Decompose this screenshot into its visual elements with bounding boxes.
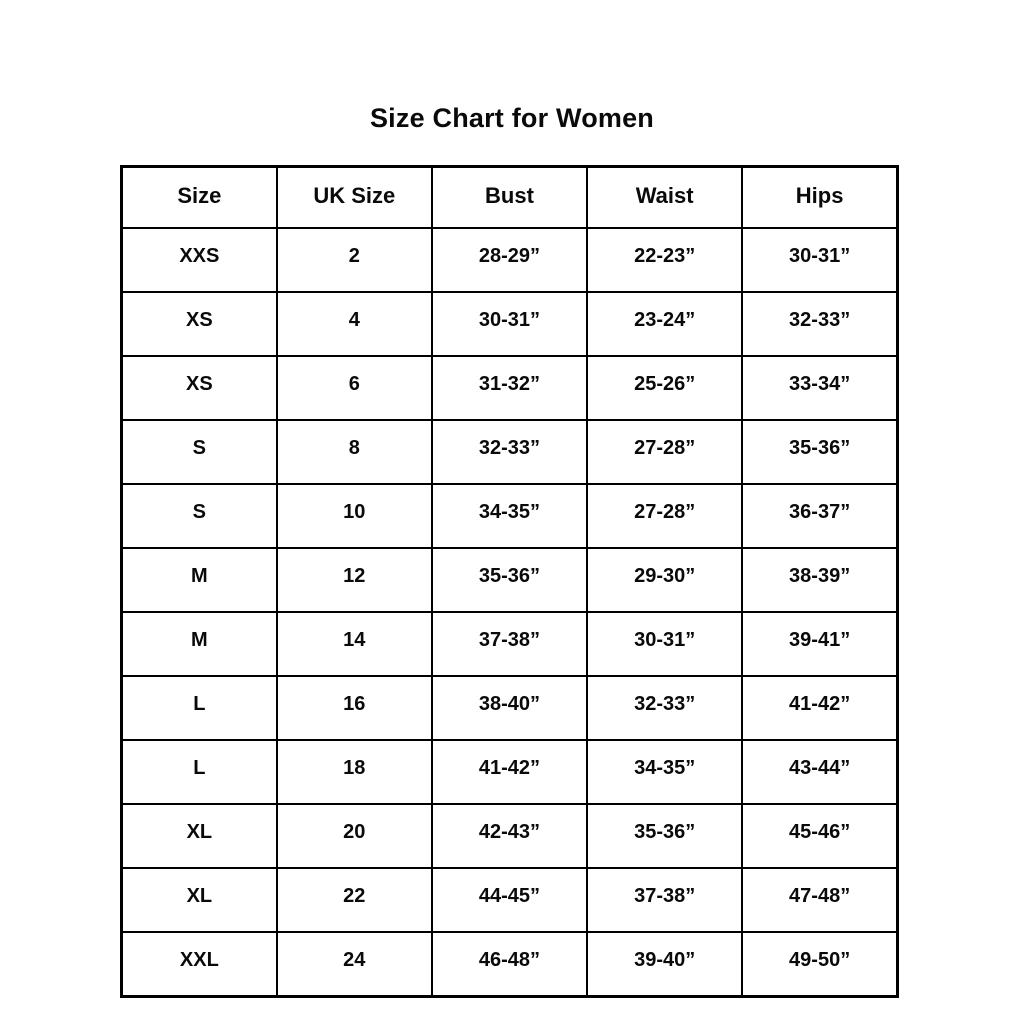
cell-waist: 32-33”: [587, 676, 742, 740]
table-row: [122, 356, 898, 420]
cell-size: XXS: [122, 228, 277, 292]
cell-bust: 41-42”: [432, 740, 587, 804]
table-row: [122, 548, 898, 612]
column-header-bust: Bust: [432, 167, 587, 229]
cell-size: S: [122, 420, 277, 484]
cell-uk-size: 24: [277, 932, 432, 997]
cell-hips: 47-48”: [742, 868, 897, 932]
table-body: [122, 228, 898, 997]
cell-size: XS: [122, 356, 277, 420]
cell-bust: 30-31”: [432, 292, 587, 356]
cell-size: XS: [122, 292, 277, 356]
cell-size: XL: [122, 804, 277, 868]
cell-hips: 32-33”: [742, 292, 897, 356]
page-title: Size Chart for Women: [369, 103, 655, 133]
cell-size: S: [122, 484, 277, 548]
cell-bust: 37-38”: [432, 612, 587, 676]
cell-hips: 45-46”: [742, 804, 897, 868]
column-header-hips: Hips: [742, 167, 897, 229]
cell-uk-size: 10: [277, 484, 432, 548]
cell-size: XXL: [122, 932, 277, 997]
cell-waist: 39-40”: [587, 932, 742, 997]
cell-hips: 30-31”: [742, 228, 897, 292]
table-header-row: [122, 167, 898, 229]
column-header-waist: Waist: [587, 167, 742, 229]
cell-uk-size: 22: [277, 868, 432, 932]
cell-bust: 46-48”: [432, 932, 587, 997]
table-row: [122, 292, 898, 356]
cell-hips: 33-34”: [742, 356, 897, 420]
cell-hips: 41-42”: [742, 676, 897, 740]
cell-bust: 42-43”: [432, 804, 587, 868]
cell-uk-size: 6: [277, 356, 432, 420]
cell-uk-size: 14: [277, 612, 432, 676]
cell-waist: 34-35”: [587, 740, 742, 804]
table-row: [122, 484, 898, 548]
cell-bust: 34-35”: [432, 484, 587, 548]
cell-hips: 39-41”: [742, 612, 897, 676]
cell-waist: 22-23”: [587, 228, 742, 292]
table-row: [122, 868, 898, 932]
cell-size: M: [122, 548, 277, 612]
cell-uk-size: 16: [277, 676, 432, 740]
cell-hips: 38-39”: [742, 548, 897, 612]
cell-size: XL: [122, 868, 277, 932]
table-row: [122, 228, 898, 292]
size-chart-table: [120, 165, 899, 998]
cell-waist: 35-36”: [587, 804, 742, 868]
cell-bust: 32-33”: [432, 420, 587, 484]
cell-bust: 28-29”: [432, 228, 587, 292]
cell-waist: 23-24”: [587, 292, 742, 356]
table-header: [122, 167, 898, 229]
cell-bust: 31-32”: [432, 356, 587, 420]
cell-uk-size: 8: [277, 420, 432, 484]
cell-waist: 37-38”: [587, 868, 742, 932]
cell-waist: 27-28”: [587, 484, 742, 548]
cell-uk-size: 18: [277, 740, 432, 804]
cell-uk-size: 12: [277, 548, 432, 612]
cell-hips: 35-36”: [742, 420, 897, 484]
cell-size: L: [122, 740, 277, 804]
cell-bust: 35-36”: [432, 548, 587, 612]
cell-size: M: [122, 612, 277, 676]
cell-uk-size: 2: [277, 228, 432, 292]
cell-hips: 36-37”: [742, 484, 897, 548]
table-row: [122, 804, 898, 868]
cell-hips: 49-50”: [742, 932, 897, 997]
cell-size: L: [122, 676, 277, 740]
column-header-size: Size: [122, 167, 277, 229]
cell-bust: 38-40”: [432, 676, 587, 740]
cell-waist: 27-28”: [587, 420, 742, 484]
table-row: [122, 932, 898, 997]
cell-waist: 25-26”: [587, 356, 742, 420]
cell-uk-size: 4: [277, 292, 432, 356]
cell-uk-size: 20: [277, 804, 432, 868]
cell-waist: 30-31”: [587, 612, 742, 676]
column-header-uk-size: UK Size: [277, 167, 432, 229]
cell-bust: 44-45”: [432, 868, 587, 932]
cell-hips: 43-44”: [742, 740, 897, 804]
table-row: [122, 740, 898, 804]
table-row: [122, 612, 898, 676]
table-row: [122, 420, 898, 484]
cell-waist: 29-30”: [587, 548, 742, 612]
table-row: [122, 676, 898, 740]
